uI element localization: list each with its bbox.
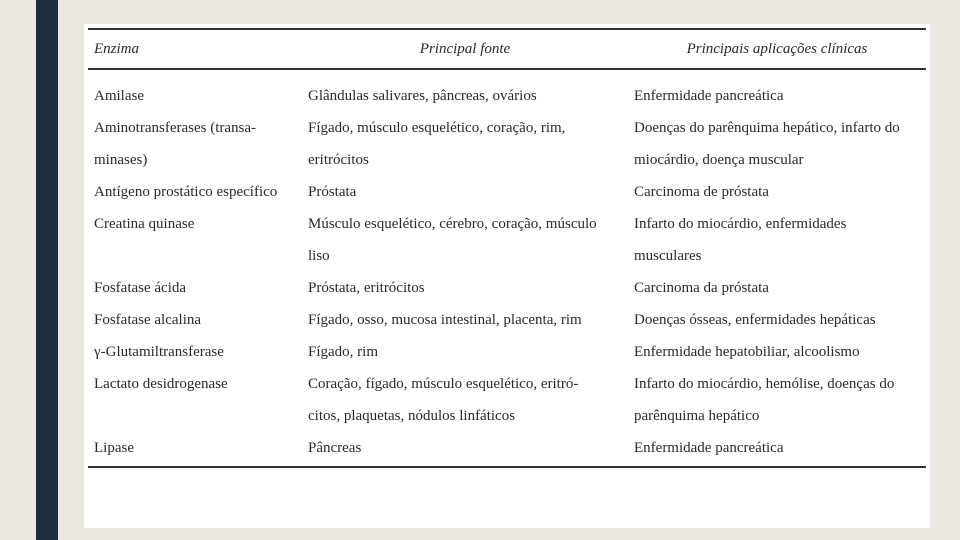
table-row (88, 272, 926, 304)
source-cell: Músculo esquelético, cérebro, coração, músculo liso (308, 216, 597, 264)
table-row (88, 112, 926, 176)
enzyme-cell: Aminotransferases (transa- minases) (94, 120, 257, 168)
header-enzima: Enzima (88, 29, 302, 69)
enzyme-cell: Creatina quinase (94, 216, 195, 232)
table-row (88, 368, 926, 432)
source-cell: Fígado, músculo esquelético, coração, rim, eritrócitos (308, 120, 566, 168)
source-cell: Próstata (308, 184, 357, 200)
source-cell: Fígado, osso, mucosa intestinal, placenta, rim (308, 312, 582, 328)
enzyme-cell: Amilase (94, 88, 144, 104)
clinical-use-cell: Carcinoma de próstata (634, 184, 769, 200)
table-row (88, 336, 926, 368)
header-principal-fonte: Principal fonte (302, 29, 628, 69)
clinical-use-cell: Enfermidade hepatobiliar, alcoolismo (634, 344, 860, 360)
clinical-use-cell: Doenças ósseas, enfermidades hepáticas (634, 312, 876, 328)
table-row (88, 208, 926, 272)
enzyme-cell: Fosfatase ácida (94, 280, 187, 296)
table-row (88, 69, 926, 112)
clinical-use-cell: Carcinoma da próstata (634, 280, 769, 296)
table-header-row (88, 29, 926, 69)
source-cell: Próstata, eritrócitos (308, 280, 425, 296)
clinical-use-cell: Doenças do parênquima hepático, infarto do miocárdio, doença muscular (634, 120, 900, 168)
clinical-use-cell: Enfermidade pancreática (634, 88, 784, 104)
source-cell: Fígado, rim (308, 344, 378, 360)
table-row (88, 304, 926, 336)
enzyme-cell: Fosfatase alcalina (94, 312, 202, 328)
enzyme-table (88, 28, 926, 468)
enzyme-table-image (84, 24, 930, 528)
enzyme-cell: γ-Glutamiltransferase (94, 344, 224, 360)
left-accent-bar (36, 0, 58, 540)
clinical-use-cell: Infarto do miocárdio, hemólise, doenças do parênquima hepático (634, 376, 895, 424)
clinical-use-cell: Enfermidade pancreática (628, 432, 926, 467)
source-cell: Glândulas salivares, pâncreas, ovários (308, 88, 537, 104)
clinical-use-cell: Infarto do miocárdio, enfermidades musculares (634, 216, 847, 264)
enzyme-cell: Antígeno prostático específico (94, 184, 278, 200)
header-aplicacoes-clinicas: Principais aplicações clínicas (628, 29, 926, 69)
enzyme-cell: Lactato desidrogenase (94, 376, 228, 392)
table-row (88, 176, 926, 208)
enzyme-cell: Lipase (88, 432, 302, 467)
source-cell: Pâncreas (302, 432, 628, 467)
source-cell: Coração, fígado, músculo esquelético, eritró- citos, plaquetas, nódulos linfáticos (308, 376, 579, 424)
table-row (88, 432, 926, 467)
